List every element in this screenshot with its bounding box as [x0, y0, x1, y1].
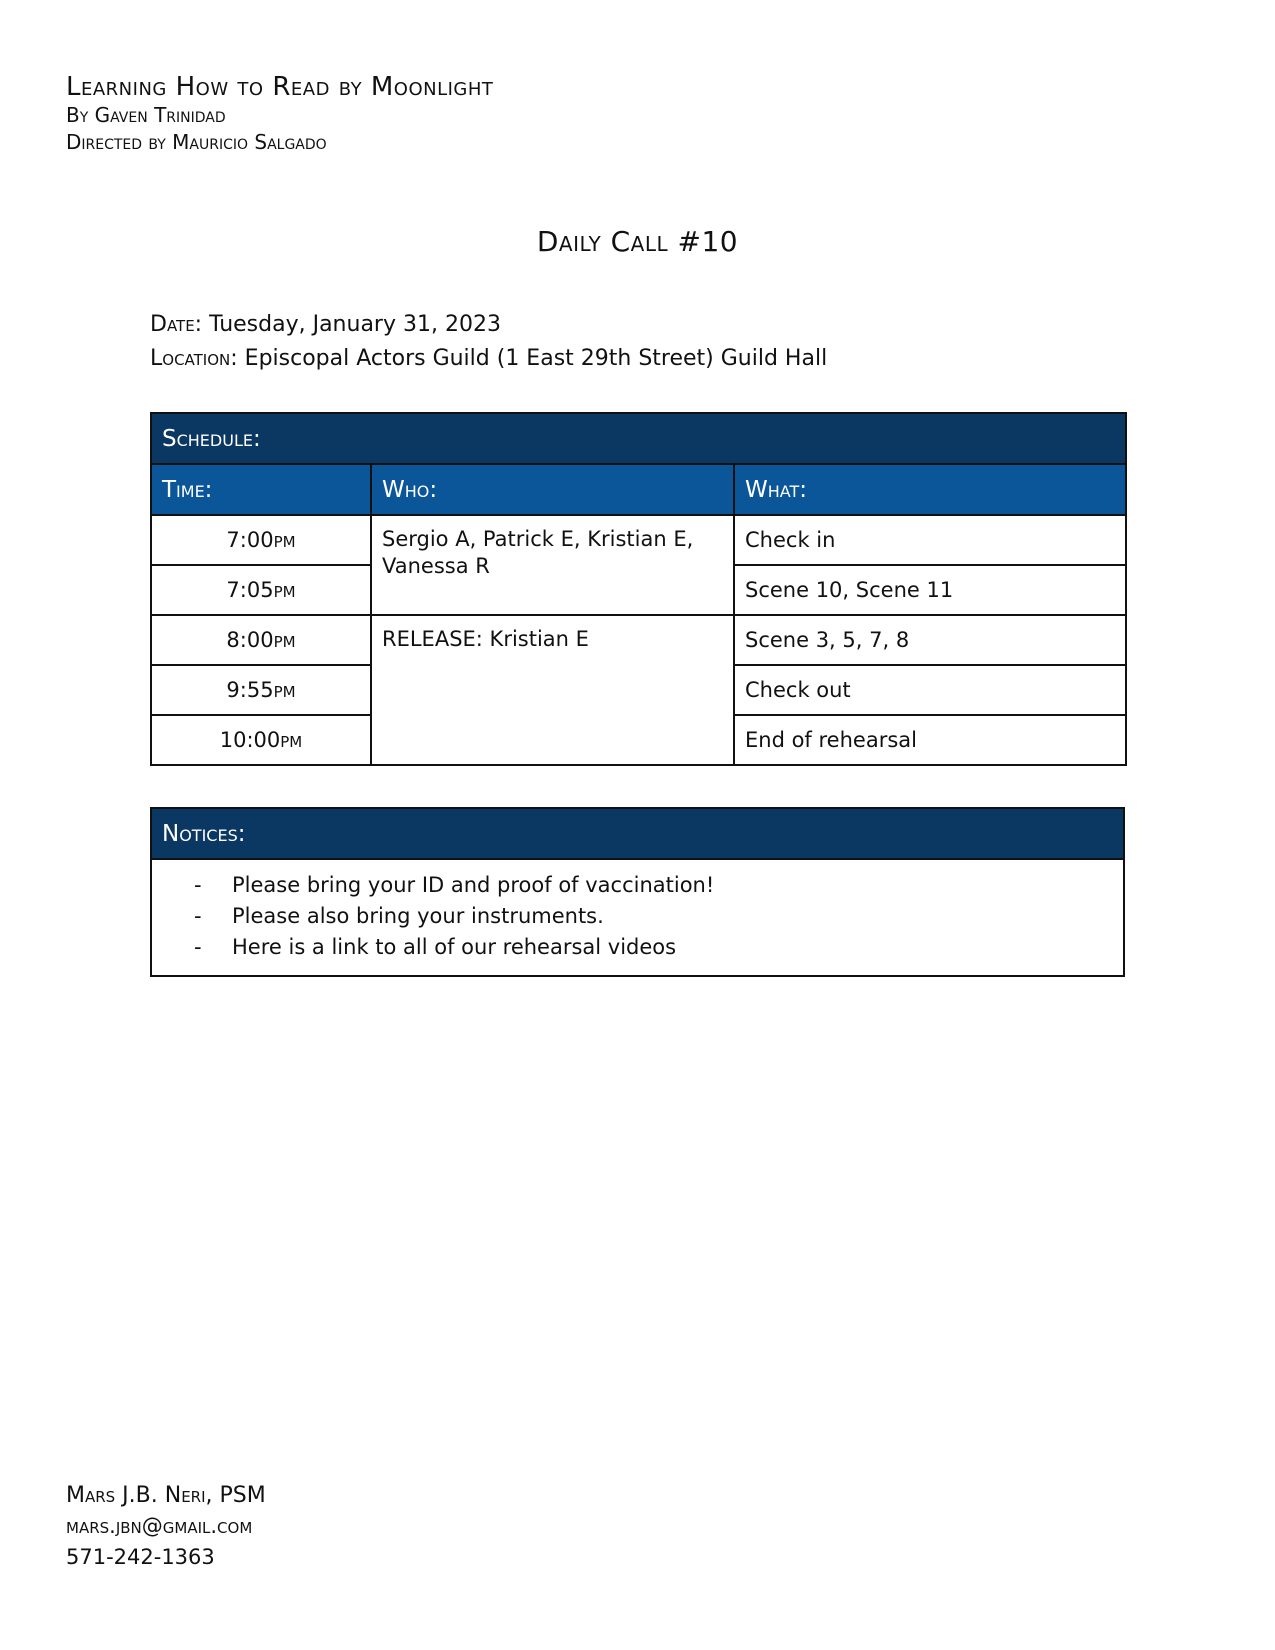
time-cell — [151, 665, 371, 715]
dash-bullet: - — [194, 873, 202, 897]
location-label: Location: — [150, 346, 238, 371]
location-row — [150, 342, 827, 376]
ampm-value: pm — [273, 628, 296, 652]
list-item — [194, 932, 1113, 963]
notice-text: Please bring your ID and proof of vaccination! — [232, 873, 715, 897]
time-value: 9:55 — [226, 678, 274, 702]
director-line: Directed by Mauricio Salgado — [66, 130, 327, 154]
time-cell — [151, 565, 371, 615]
list-item — [194, 901, 1113, 932]
list-item — [194, 870, 1113, 901]
production-header — [66, 72, 493, 156]
time-cell — [151, 715, 371, 765]
time-cell — [151, 615, 371, 665]
call-info — [150, 308, 827, 376]
date-label: Date: — [150, 312, 203, 337]
table-row — [151, 515, 1126, 565]
schedule-table — [150, 412, 1127, 766]
what-cell: Scene 10, Scene 11 — [734, 565, 1126, 615]
dash-bullet: - — [194, 935, 202, 959]
who-cell: Sergio A, Patrick E, Kristian E, Vanessa R — [371, 515, 734, 615]
notices-heading: Notices: — [151, 808, 1124, 859]
time-value: 10:00 — [219, 728, 281, 752]
contact-email[interactable]: mars.jbn@gmail.com — [66, 1514, 253, 1538]
time-cell — [151, 515, 371, 565]
time-value: 7:05 — [226, 578, 274, 602]
date-row — [150, 308, 827, 342]
stage-manager-contact — [66, 1480, 266, 1573]
notice-text: Please also bring your instruments. — [232, 904, 604, 928]
who-cell: RELEASE: Kristian E — [371, 615, 734, 765]
time-column-header: Time: — [151, 464, 371, 515]
notices-table — [150, 807, 1125, 977]
ampm-value: pm — [280, 728, 303, 752]
contact-phone: 571-242-1363 — [66, 1545, 215, 1569]
notices-list — [151, 859, 1124, 976]
ampm-value: pm — [273, 528, 296, 552]
what-cell: Check in — [734, 515, 1126, 565]
what-cell: Scene 3, 5, 7, 8 — [734, 615, 1126, 665]
who-column-header: Who: — [371, 464, 734, 515]
ampm-value: pm — [273, 578, 296, 602]
ampm-value: pm — [273, 678, 296, 702]
date-value: Tuesday, January 31, 2023 — [209, 312, 501, 337]
dash-bullet: - — [194, 904, 202, 928]
what-column-header: What: — [734, 464, 1126, 515]
time-value: 7:00 — [226, 528, 274, 552]
what-cell: End of rehearsal — [734, 715, 1126, 765]
daily-call-title: Daily Call #10 — [536, 225, 739, 258]
what-cell: Check out — [734, 665, 1126, 715]
table-row — [151, 615, 1126, 665]
notice-text: Here is a link to all of our rehearsal videos — [232, 935, 677, 959]
schedule-heading: Schedule: — [151, 413, 1126, 464]
play-title: Learning How to Read by Moonlight — [66, 72, 494, 102]
location-value: Episcopal Actors Guild (1 East 29th Street) Guild Hall — [244, 346, 828, 371]
time-value: 8:00 — [226, 628, 274, 652]
contact-name: Mars J.B. Neri, PSM — [66, 1483, 266, 1508]
author-line: By Gaven Trinidad — [66, 103, 226, 127]
